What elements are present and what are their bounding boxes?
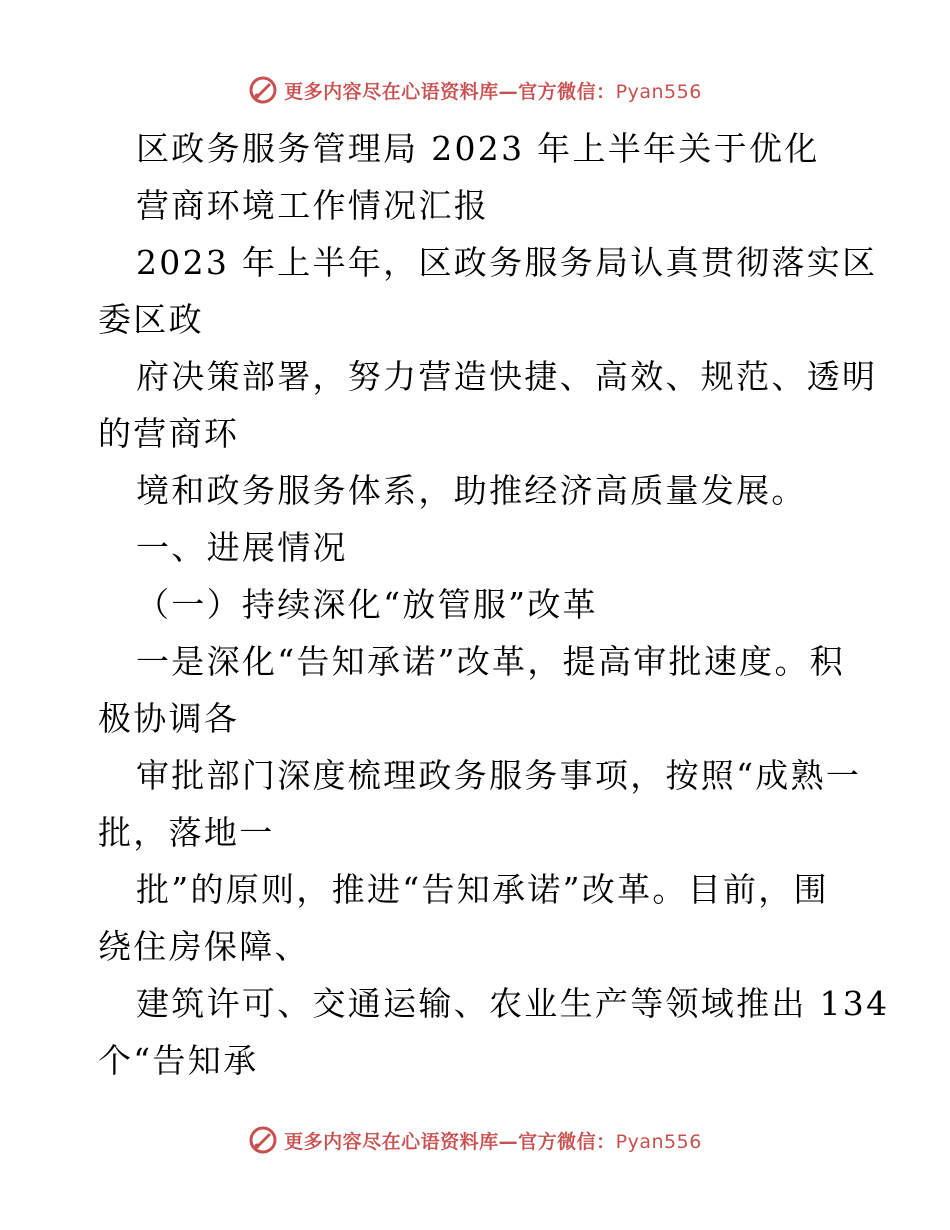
- watermark-text: 更多内容尽在心语资料库—官方微信：Pyan556: [284, 80, 702, 103]
- paragraph-line: 绕住房保障、: [98, 927, 310, 966]
- wechat-id: Pyan556: [615, 1130, 702, 1153]
- title-line-1: 区政务服务管理局 2023 年上半年关于优化: [136, 129, 820, 168]
- paragraph-line: 2023 年上半年，区政务服务局认真贯彻落实区: [136, 243, 878, 282]
- paragraph-line: 府决策部署，努力营造快捷、高效、规范、透明: [136, 357, 878, 396]
- wechat-id: Pyan556: [615, 80, 702, 103]
- paragraph-line: 境和政务服务体系，助推经济高质量发展。: [136, 471, 807, 510]
- document-body: [98, 120, 890, 1089]
- subsection-heading: （一）持续深化“放管服”改革: [136, 585, 598, 624]
- paragraph-line: 极协调各: [98, 699, 240, 738]
- paragraph-line: 批，落地一: [98, 813, 275, 852]
- paragraph-line: 的营商环: [98, 414, 240, 453]
- brush-logo-icon: [248, 1125, 278, 1155]
- header-watermark: [0, 70, 950, 110]
- paragraph-line: 批”的原则，推进“告知承诺”改革。目前，围: [136, 870, 829, 909]
- section-heading: 一、进展情况: [136, 528, 348, 567]
- paragraph-line: 建筑许可、交通运输、农业生产等领域推出 134: [136, 984, 890, 1023]
- paragraph-line: 一是深化“告知承诺”改革，提高审批速度。积: [136, 642, 846, 681]
- paragraph-line: 个“告知承: [98, 1041, 259, 1080]
- footer-watermark: [0, 1120, 950, 1160]
- title-line-2: 营商环境工作情况汇报: [136, 186, 489, 225]
- paragraph-line: 委区政: [98, 300, 204, 339]
- watermark-text: 更多内容尽在心语资料库—官方微信：Pyan556: [284, 1130, 702, 1153]
- paragraph-line: 审批部门深度梳理政务服务事项，按照“成熟一: [136, 756, 862, 795]
- brush-logo-icon: [248, 75, 278, 105]
